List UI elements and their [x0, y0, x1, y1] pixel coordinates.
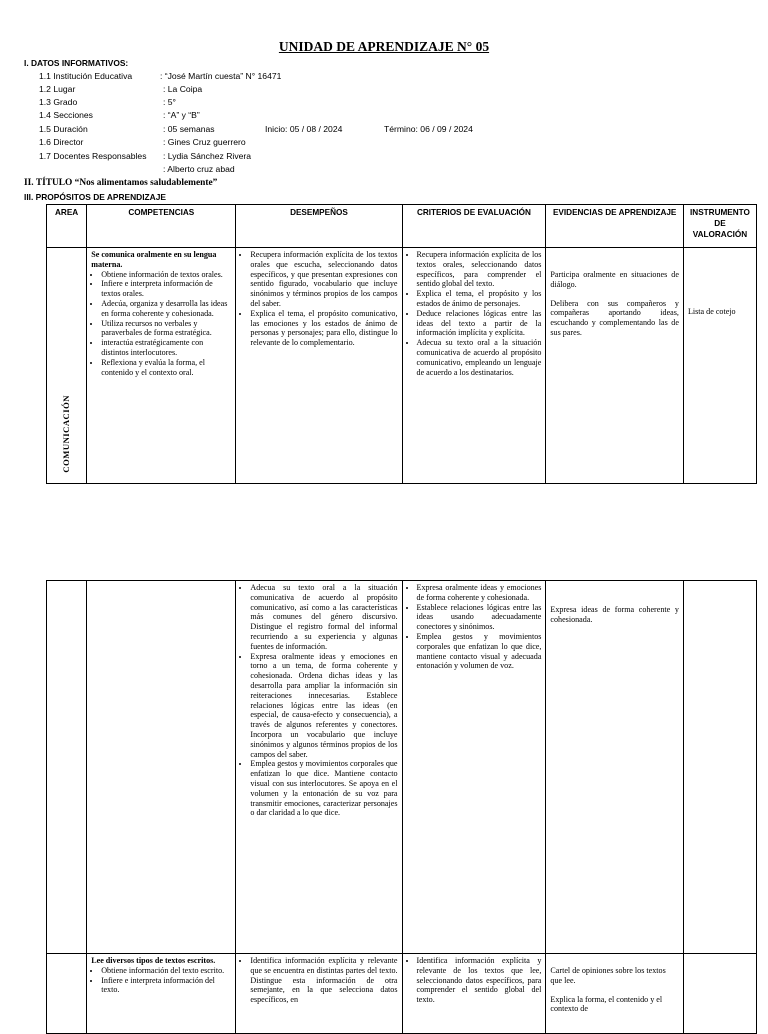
list-item: • Expresa oralmente ideas y emociones de forma coherente y cohesionada.	[417, 583, 542, 603]
criterios-list	[407, 583, 542, 671]
list-item: • Infiere e interpreta información del texto.	[101, 976, 231, 996]
document-title: UNIDAD DE APRENDIZAJE N° 05	[278, 39, 490, 54]
info-termino: Término: 06 / 09 / 2024	[384, 124, 473, 134]
info-label: 1.7 Docentes Responsables	[39, 151, 147, 161]
propositos-table	[46, 204, 757, 484]
evidencia-text: Delibera con sus compañeros y compañeras aportando ideas, escuchando y complementando las de sus pares.	[550, 298, 679, 337]
header-competencias: COMPETENCIAS	[87, 205, 236, 248]
info-label: 1.2 Lugar	[39, 84, 76, 94]
desempenos-cell	[236, 248, 402, 484]
area-cell	[47, 954, 87, 1034]
competencias-cell	[87, 248, 236, 484]
criterios-cell	[402, 954, 546, 1034]
list-item: • Obtiene información de textos orales.	[101, 270, 231, 280]
table-row	[47, 581, 757, 954]
area-cell	[47, 248, 87, 484]
list-item: • Adecúa, organiza y desarrolla las ideas en forma coherente y cohesionada.	[101, 299, 231, 319]
list-item: • Adecua su texto oral a la situación comunicativa de acuerdo al propósito comunicativo, así como a las características más comunes del género discursivo. Distingue el registro formal del informal recurriendo a su experiencia y algunas fuentes de información.	[250, 583, 397, 652]
desempenos-list	[240, 583, 397, 818]
evidencias-cell	[546, 954, 684, 1034]
list-item: • Explica el tema, el propósito y los estados de ánimo de personajes.	[417, 289, 542, 309]
table-row	[47, 248, 757, 484]
info-value: : La Coipa	[163, 84, 203, 94]
list-item: • Emplea gestos y movimientos corporales que enfatizan lo que dice. Mantiene contacto visual con sus interlocutores. Se apoya en el volumen y la entonación de su voz para transmitir emociones, caracterizar personajes o dar claridad a lo que dice.	[250, 759, 397, 818]
info-label: 1.6 Director	[39, 137, 84, 147]
list-item: • Recupera información explícita de los textos orales que escucha, seleccionando datos específicos, y que presentan expresiones con sentido figurado, vocabulario que incluye sinónimos y términos propios de los campos del saber.	[250, 250, 397, 309]
competencias-cell	[87, 954, 236, 1034]
info-label: 1.3 Grado	[39, 97, 78, 107]
criterios-cell	[402, 581, 546, 954]
header-desempenos: DESEMPEÑOS	[236, 205, 402, 248]
list-item: • interactúa estratégicamente con distintos interlocutores.	[101, 338, 231, 358]
info-inicio: Inicio: 05 / 08 / 2024	[265, 124, 343, 134]
header-area: AREA	[47, 205, 87, 248]
header-instrumento: INSTRUMENTO DE VALORACIÓN	[683, 205, 756, 248]
info-value: : Alberto cruz abad	[163, 164, 235, 174]
info-value: : “José Martín cuesta” N° 16471	[160, 71, 282, 81]
list-item: • Adecua su texto oral a la situación comunicativa de acuerdo al propósito comunicativo, empleando un lenguaje de acuerdo a los destinatarios.	[417, 338, 542, 377]
competencia-title: Lee diversos tipos de textos escritos.	[91, 956, 216, 965]
info-value: : 05 semanas	[163, 124, 215, 134]
list-item: • Explica el tema, el propósito comunicativo, las emociones y los estados de ánimo de personas y personajes; para ello, distingue lo relevante de lo complementario.	[250, 309, 397, 348]
desempenos-list	[240, 250, 397, 348]
header-criterios: CRITERIOS DE EVALUACIÓN	[402, 205, 546, 248]
competencias-cell	[87, 581, 236, 954]
competencia-list	[91, 966, 231, 995]
info-value: : “A” y “B”	[163, 110, 200, 120]
info-label: 1.5 Duración	[39, 124, 88, 134]
list-item: • Identifica información explícita y relevante de los textos que lee, seleccionando datos específicos, para comprender el sentido global del texto.	[417, 956, 542, 1005]
list-item: • Identifica información explícita y relevante que se encuentra en distintas partes del texto. Distingue esta información de otra semejante, en la que selecciona datos específicos, en	[250, 956, 397, 1005]
criterios-list	[407, 956, 542, 1005]
evidencias-cell	[546, 248, 684, 484]
list-item: • Emplea gestos y movimientos corporales que enfatizan lo que dice, mantiene contacto visual y adecuada entonación y volumen de voz.	[417, 632, 542, 671]
criterios-cell	[402, 248, 546, 484]
list-item: • Deduce relaciones lógicas entre las ideas del texto a partir de la información implícita y explícita.	[417, 309, 542, 338]
competencia-list	[91, 270, 231, 378]
instrumento-cell	[683, 248, 756, 484]
instrumento-text: Lista de cotejo	[687, 307, 736, 316]
criterios-list	[407, 250, 542, 377]
evidencia-text: Expresa ideas de forma coherente y cohesionada.	[550, 605, 679, 624]
info-label: 1.1 Institución Educativa	[39, 71, 133, 81]
evidencia-text: Participa oralmente en situaciones de diálogo.	[550, 270, 679, 289]
area-cell	[47, 581, 87, 954]
list-item: • Establece relaciones lógicas entre las ideas usando adecuadamente conectores y sinónimos.	[417, 603, 542, 632]
list-item: • Expresa oralmente ideas y emociones en torno a un tema, de forma coherente y cohesionada. Ordena dichas ideas y las desarrolla para ampliar la información sin reiteraciones innecesarias. Establece relaciones lógicas entre las ideas (en especial, de causa-efecto y consecuencia), a través de algunos referentes y conectores. Incorpora un vocabulario que incluye sinónimos y algunos términos propios de los campos del saber.	[250, 652, 397, 760]
list-item: • Recupera información explícita de los textos orales, seleccionando datos específicos, para comprender el sentido global del texto.	[417, 250, 542, 289]
list-item: • Obtiene información del texto escrito.	[101, 966, 231, 976]
list-item: • Reflexiona y evalúa la forma, el contenido y el contexto oral.	[101, 358, 231, 378]
info-value: : Lydia Sánchez Rivera	[163, 151, 252, 161]
desempenos-list	[240, 956, 397, 1005]
instrumento-cell	[683, 581, 756, 954]
evidencia-text: Explica la forma, el contenido y el contexto de	[550, 994, 663, 1014]
section-datos-heading: I. DATOS INFORMATIVOS:	[24, 58, 129, 68]
instrumento-cell	[683, 954, 756, 1034]
desempenos-cell	[236, 581, 402, 954]
area-label: COMUNICACIÓN	[60, 394, 71, 473]
desempenos-cell	[236, 954, 402, 1034]
table-header-row	[47, 205, 757, 248]
section-titulo-heading: II. TÍTULO “Nos alimentamos saludablemente”	[24, 178, 218, 188]
list-item: • Infiere e interpreta información de textos orales.	[101, 279, 231, 299]
table-row	[47, 954, 757, 1034]
section-propositos-heading: III. PROPÓSITOS DE APRENDIZAJE	[24, 192, 166, 202]
info-label: 1.4 Secciones	[39, 110, 93, 120]
evidencias-cell	[546, 581, 684, 954]
info-value: : 5°	[163, 97, 176, 107]
competencia-title: Se comunica oralmente en su lengua materna.	[91, 250, 217, 269]
propositos-table-continued	[46, 580, 757, 1034]
header-evidencias: EVIDENCIAS DE APRENDIZAJE	[546, 205, 684, 248]
list-item: • Utiliza recursos no verbales y paraverbales de forma estratégica.	[101, 319, 231, 339]
evidencia-text: Cartel de opiniones sobre los textos que lee.	[550, 966, 666, 985]
info-value: : Gines Cruz guerrero	[163, 137, 246, 147]
